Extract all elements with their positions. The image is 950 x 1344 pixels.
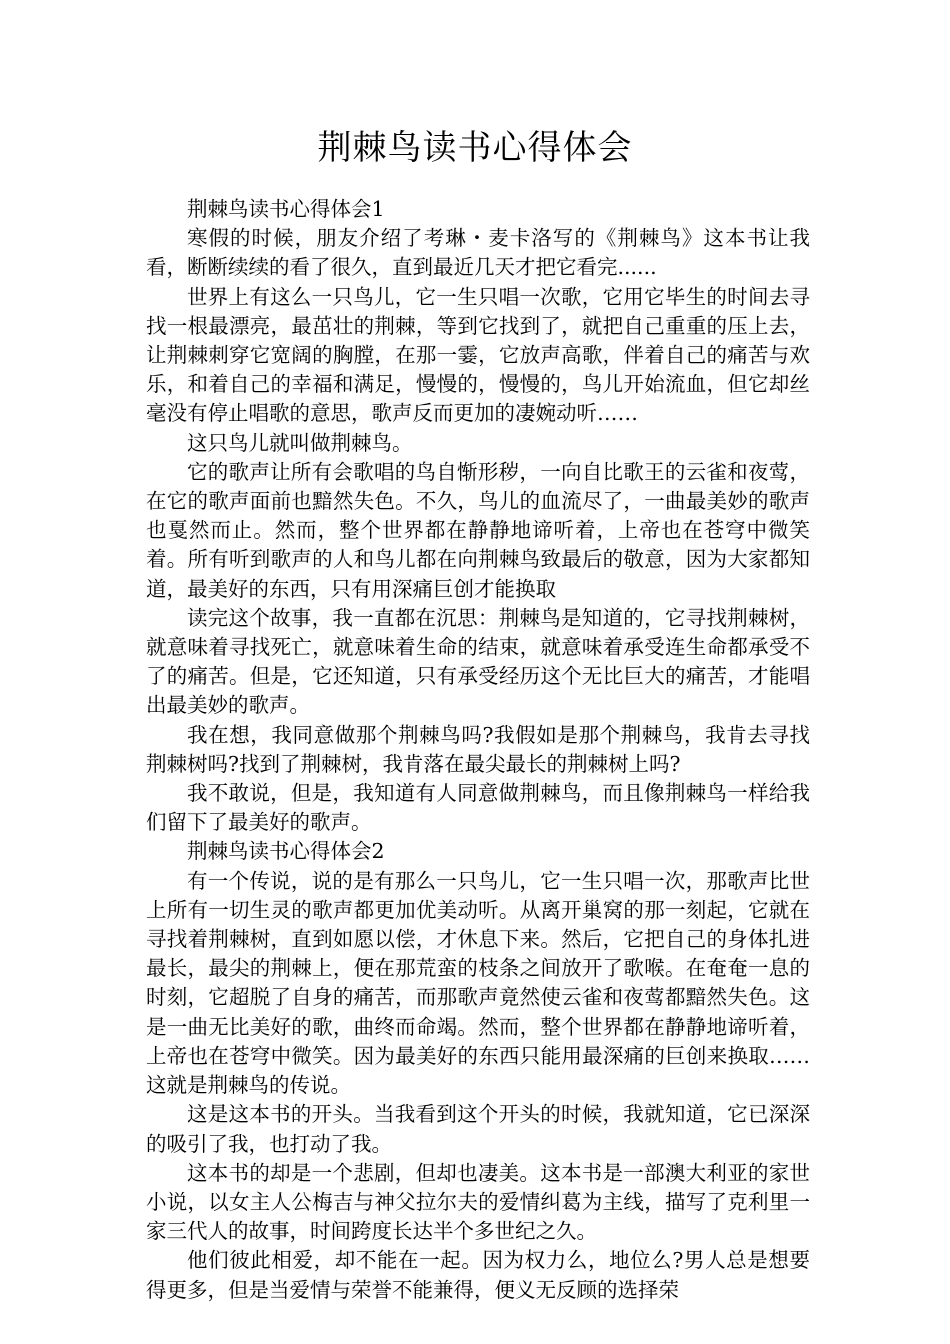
paragraph: 世界上有这么一只鸟儿，它一生只唱一次歌，它用它毕生的时间去寻找一根最漂亮，最茁壮的荆棘，等到它找到了，就把自己重重的压上去，让荆棘刺穿它宽阔的胸膛，在那一霎，它放声高歌，伴着自己的痛苦与欢乐，和着自己的幸福和满足，慢慢的，慢慢的，鸟儿开始流血，但它却丝毫没有停止唱歌的意思，歌声反而更加的凄婉动听…… xyxy=(146,284,810,426)
paragraph: 读完这个故事，我一直都在沉思：荆棘鸟是知道的，它寻找荆棘树，就意味着寻找死亡，就意味着生命的结束，就意味着承受连生命都承受不了的痛苦。但是，它还知道，只有承受经历这个无比巨大的痛苦，才能唱出最美妙的歌声。 xyxy=(146,605,810,718)
paragraph: 寒假的时候，朋友介绍了考琳・麦卡洛写的《荆棘鸟》这本书让我看，断断续续的看了很久，直到最近几天才把它看完...... xyxy=(146,226,810,280)
paragraph: 有一个传说，说的是有那么一只鸟儿，它一生只唱一次，那歌声比世上所有一切生灵的歌声都更加优美动听。从离开巢窝的那一刻起，它就在寻找着荆棘树，直到如愿以偿，才休息下来。然后，它把自己的身体扎进最长，最尖的荆棘上，便在那荒蛮的枝条之间放开了歌喉。在奄奄一息的时刻，它超脱了自身的痛苦，而那歌声竟然使云雀和夜莺都黯然失色。这是一曲无比美好的歌，曲终而命竭。然而，整个世界都在静静地谛听着，上帝也在苍穹中微笑。因为最美好的东西只能用最深痛的巨创来换取……这就是荆棘鸟的传说。 xyxy=(146,868,810,1098)
paragraph: 这只鸟儿就叫做荆棘鸟。 xyxy=(187,430,413,455)
paragraph: 这本书的却是一个悲剧，但却也凄美。这本书是一部澳大利亚的家世小说，以女主人公梅吉与神父拉尔夫的爱情纠葛为主线，描写了克利里一家三代人的故事，时间跨度长达半个多世纪之久。 xyxy=(146,1160,810,1244)
document-title: 荆棘鸟读书心得体会 xyxy=(317,128,633,168)
paragraph: 荆棘鸟读书心得体会2 xyxy=(187,839,385,864)
paragraph: 我不敢说，但是，我知道有人同意做荆棘鸟，而且像荆棘鸟一样给我们留下了最美好的歌声。 xyxy=(146,781,810,835)
paragraph: 荆棘鸟读书心得体会1 xyxy=(187,197,385,221)
document-body xyxy=(146,195,810,1305)
paragraph: 我在想，我同意做那个荆棘鸟吗?我假如是那个荆棘鸟，我肯去寻找荆棘树吗?找到了荆棘树，我肯落在最尖最长的荆棘树上吗? xyxy=(146,722,810,776)
paragraph: 它的歌声让所有会歌唱的鸟自惭形秽，一向自比歌王的云雀和夜莺，在它的歌声面前也黯然失色。不久，鸟儿的血流尽了，一曲最美妙的歌声也戛然而止。然而，整个世界都在静静地谛听着，上帝也在苍穹中微笑着。所有听到歌声的人和鸟儿都在向荆棘鸟致最后的敬意，因为大家都知道，最美好的东西，只有用深痛巨创才能换取 xyxy=(146,459,810,601)
paragraph: 这是这本书的开头。当我看到这个开头的时候，我就知道，它已深深的吸引了我，也打动了我。 xyxy=(146,1102,810,1156)
paragraph: 他们彼此相爱，却不能在一起。因为权力么，地位么?男人总是想要得更多，但是当爱情与荣誉不能兼得，便义无反顾的选择荣 xyxy=(146,1248,810,1302)
